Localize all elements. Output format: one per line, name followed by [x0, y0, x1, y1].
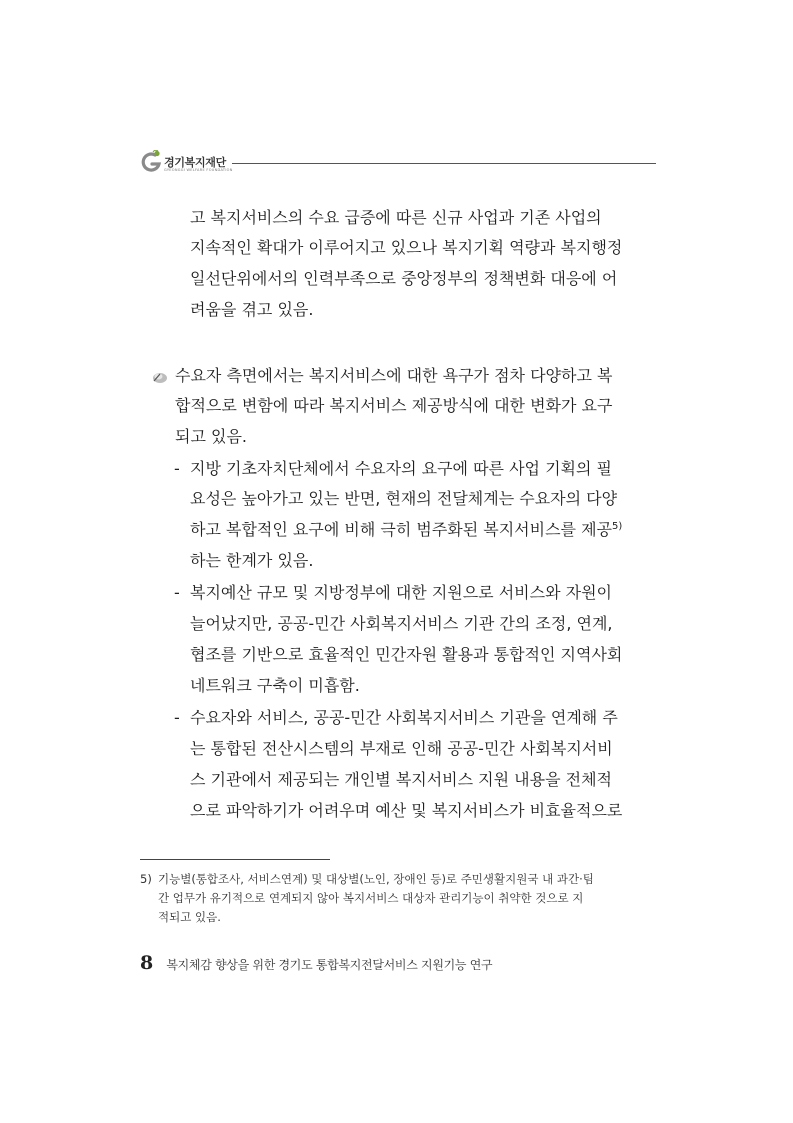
header-divider — [232, 163, 656, 164]
footnote-line: 적되고 있음. — [158, 910, 221, 924]
sub-item-line: 수요자와 서비스, 공공-민간 사회복지서비스 기관을 연계해 주 — [190, 708, 618, 727]
bullet-line: 되고 있음. — [175, 427, 247, 446]
text-line: 려움을 겪고 있음. — [190, 300, 314, 319]
text-line: 고 복지서비스의 수요 급증에 따른 신규 사업과 기존 사업의 — [190, 208, 602, 227]
org-subtitle: GYEONGGI WELFARE FOUNDATION — [164, 168, 233, 172]
sub-item-line: 요성은 높아가고 있는 반면, 현재의 전달체계는 수요자의 다양 — [190, 489, 618, 508]
dash-marker: - — [174, 583, 180, 602]
org-name: 경기복지재단 — [164, 156, 226, 169]
sub-item-line: 스 기관에서 제공되는 개인별 복지서비스 지원 내용을 전체적 — [190, 770, 613, 789]
sub-item-line: 복지예산 규모 및 지방정부에 대한 지원으로 서비스와 자원이 — [190, 583, 613, 602]
page-footer — [140, 952, 492, 974]
footnote-marker: 5) — [140, 872, 152, 886]
bullet-line: 합적으로 변함에 따라 복지서비스 제공방식에 대한 변화가 요구 — [175, 396, 613, 415]
foundation-logo-icon — [140, 150, 162, 174]
running-header — [140, 148, 656, 178]
running-footer-title: 복지체감 향상을 위한 경기도 통합복지전달서비스 지원기능 연구 — [166, 958, 493, 972]
sub-item-line: 네트워크 구축이 미흡함. — [190, 676, 360, 695]
sub-item-line: 협조를 기반으로 효율적인 민간자원 활용과 통합적인 지역사회 — [190, 645, 623, 664]
bullet-line: 수요자 측면에서는 복지서비스에 대한 욕구가 점차 다양하고 복 — [175, 366, 613, 385]
dash-marker: - — [174, 708, 180, 727]
footnote-line: 간 업무가 유기적으로 연계되지 않아 복지서비스 대상자 관리기능이 취약한 것으로 지 — [158, 891, 584, 905]
page-number: 8 — [140, 952, 154, 974]
bullet-icon — [151, 370, 169, 384]
dash-marker: - — [174, 459, 180, 478]
sub-item-line: 는 통합된 전산시스템의 부재로 인해 공공-민간 사회복지서비 — [190, 739, 613, 758]
text-line: 지속적인 확대가 이루어지고 있으나 복지기획 역량과 복지행정 — [190, 238, 623, 257]
footnote-ref: 5) — [612, 521, 623, 532]
sub-item-line: 늘어났지만, 공공-민간 사회복지서비스 기관 간의 조정, 연계, — [190, 614, 613, 633]
sub-item-line: 하는 한계가 있음. — [190, 551, 314, 570]
sub-item-text: 하고 복합적인 요구에 비해 극히 범주화된 복지서비스를 제공 — [190, 520, 613, 539]
footnote-divider — [140, 859, 330, 860]
sub-item-line: 으로 파악하기가 어려우며 예산 및 복지서비스가 비효율적으로 — [190, 801, 623, 820]
footnote-line: 기능별(통합조사, 서비스연계) 및 대상별(노인, 장애인 등)로 주민생활지원국 내 과간·팀 — [158, 872, 594, 886]
text-line: 일선단위에서의 인력부족으로 중앙정부의 정책변화 대응에 어 — [190, 269, 618, 288]
sub-item-line — [190, 515, 622, 545]
sub-item-line: 지방 기초자치단체에서 수요자의 요구에 따른 사업 기획의 필 — [190, 459, 613, 478]
